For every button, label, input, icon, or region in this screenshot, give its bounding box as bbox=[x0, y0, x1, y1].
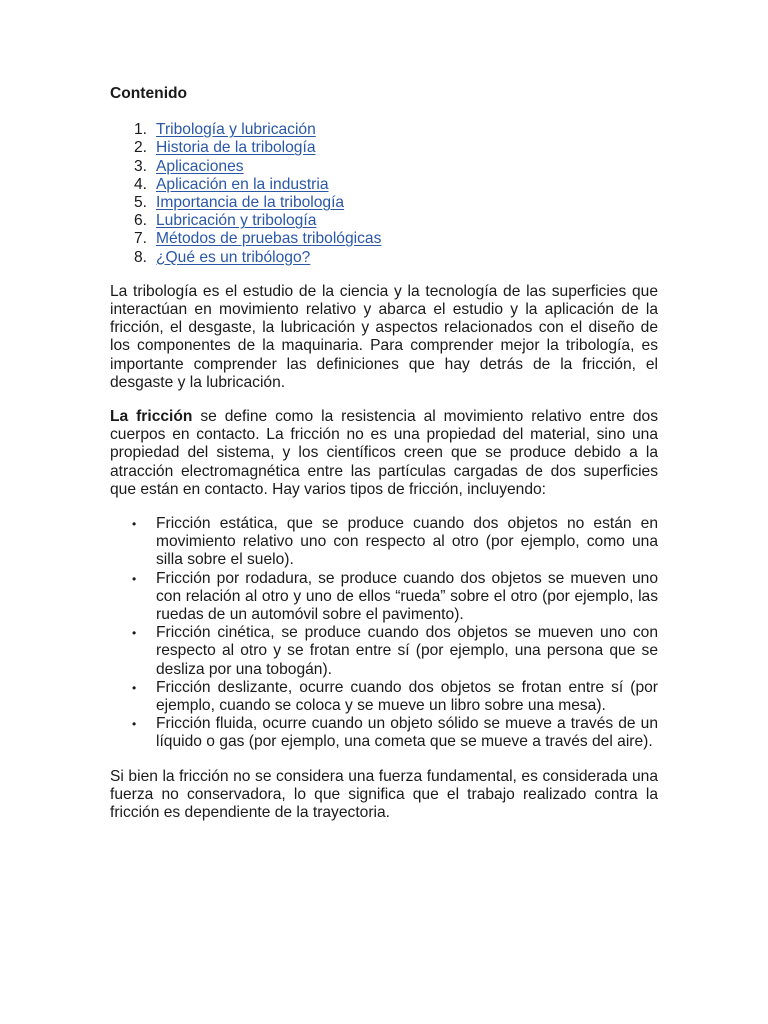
toc-link-aplicaciones[interactable]: Aplicaciones bbox=[156, 157, 244, 175]
friction-types-list bbox=[110, 515, 658, 752]
toc-number: 7. bbox=[133, 230, 147, 248]
toc-number: 4. bbox=[133, 175, 147, 193]
bullet-icon: • bbox=[132, 680, 137, 695]
toc-item bbox=[110, 139, 658, 157]
contents-heading: Contenido bbox=[110, 85, 188, 102]
friction-paragraph bbox=[110, 408, 658, 499]
toc-item bbox=[110, 158, 658, 176]
toc-item bbox=[110, 176, 658, 194]
closing-paragraph: Si bien la fricción no se considera una fuerza fundamental, es considerada una fuerza no conservadora, lo que significa que el trabajo realizado contra la fricción es dependiente de la trayectoria. bbox=[110, 767, 658, 821]
toc-item bbox=[110, 194, 658, 212]
bullet-icon: • bbox=[132, 571, 137, 586]
table-of-contents bbox=[110, 121, 658, 267]
list-item-text: Fricción cinética, se produce cuando dos objetos se mueven uno con respecto al otro y se frotan entre sí (por ejemplo, una persona que se desliza por una tobogán). bbox=[156, 624, 658, 678]
toc-item bbox=[110, 212, 658, 230]
toc-link-tribologia-lubricacion[interactable]: Tribología y lubricación bbox=[156, 121, 316, 139]
list-item-text: Fricción deslizante, ocurre cuando dos objetos se frotan entre sí (por ejemplo, cuando se coloca y se mueve un libro sobre una mesa). bbox=[156, 678, 658, 714]
toc-link-importancia[interactable]: Importancia de la tribología bbox=[156, 193, 345, 211]
toc-link-lubricacion-tribologia[interactable]: Lubricación y tribología bbox=[156, 212, 317, 230]
bullet-icon: • bbox=[132, 626, 137, 641]
toc-number: 6. bbox=[133, 212, 147, 230]
list-item-text: Fricción estática, que se produce cuando dos objetos no están en movimiento relativo uno con respecto al otro (por ejemplo, como una silla sobre el suelo). bbox=[156, 514, 658, 569]
toc-number: 2. bbox=[133, 139, 147, 157]
toc-number: 8. bbox=[133, 248, 147, 266]
list-item bbox=[110, 715, 658, 751]
bullet-icon: • bbox=[132, 717, 137, 732]
list-item bbox=[110, 570, 658, 625]
friction-term: La fricción bbox=[110, 407, 193, 425]
toc-number: 5. bbox=[133, 193, 147, 211]
list-item bbox=[110, 515, 658, 570]
toc-link-metodos-pruebas[interactable]: Métodos de pruebas tribológicas bbox=[156, 230, 382, 248]
list-item bbox=[110, 624, 658, 679]
list-item bbox=[110, 679, 658, 715]
toc-item bbox=[110, 121, 658, 139]
toc-number: 1. bbox=[133, 121, 147, 139]
toc-link-aplicacion-industria[interactable]: Aplicación en la industria bbox=[156, 175, 329, 193]
list-item-text: Fricción fluida, ocurre cuando un objeto sólido se mueve a través de un líquido o gas (por ejemplo, una cometa que se mueve a través del aire). bbox=[156, 715, 658, 751]
intro-paragraph: La tribología es el estudio de la ciencia y la tecnología de las superficies que interactúan en movimiento relativo y abarca el estudio y la aplicación de la fricción, el desgaste, la lubricación y aspectos relacionados con el diseño de los componentes de la maquinaria. Para comprender mejor la tribología, es importante comprender las definiciones que hay detrás de la fricción, el desgaste y la lubricación. bbox=[110, 282, 658, 391]
bullet-icon: • bbox=[132, 516, 137, 531]
toc-link-historia[interactable]: Historia de la tribología bbox=[156, 139, 316, 157]
toc-link-tribologo[interactable]: ¿Qué es un tribólogo? bbox=[156, 248, 311, 266]
toc-number: 3. bbox=[133, 157, 147, 175]
friction-definition: se define como la resistencia al movimiento relativo entre dos cuerpos en contacto. La fricción no es una propiedad del material, sino una propiedad del sistema, y los científicos creen que se produce debido a la atracción electromagnética entre las partículas cargadas de dos superficies que están en contacto. Hay varios tipos de fricción, incluyendo: bbox=[110, 407, 658, 498]
document-page bbox=[110, 85, 658, 838]
list-item-text: Fricción por rodadura, se produce cuando dos objetos se mueven uno con relación al otro y uno de ellos “rueda” sobre el otro (por ejemplo, las ruedas de un automóvil sobre el pavimento). bbox=[156, 569, 658, 623]
toc-item bbox=[110, 249, 658, 267]
toc-item bbox=[110, 230, 658, 248]
